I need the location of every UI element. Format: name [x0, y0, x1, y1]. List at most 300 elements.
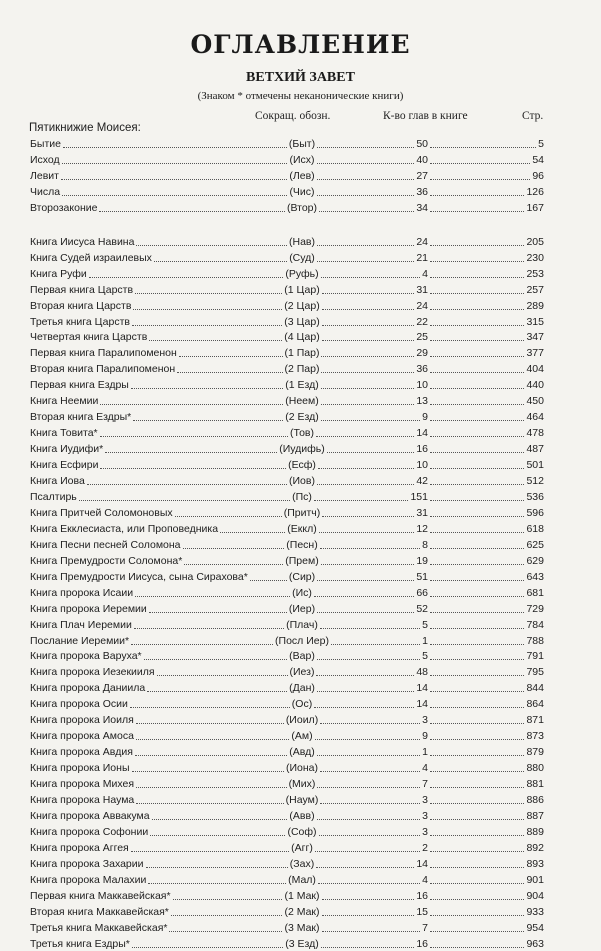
dot-leader [430, 420, 524, 421]
toc-row [0, 905, 601, 919]
toc-row [0, 490, 601, 504]
dot-leader [183, 548, 284, 549]
chapter-count: 16 [416, 889, 428, 902]
dot-leader [430, 787, 524, 788]
dot-leader [319, 211, 414, 212]
book-title: Книга пророка Аввакума [30, 809, 150, 822]
dot-leader [322, 293, 415, 294]
book-title: Второзаконие [30, 201, 98, 214]
toc-row [0, 458, 601, 472]
chapter-count: 9 [422, 730, 428, 743]
page-number: 904 [526, 889, 544, 902]
page-number: 892 [526, 841, 544, 854]
dot-leader [430, 372, 524, 373]
toc-row [0, 586, 601, 600]
book-title: Книга пророка Даниила [30, 682, 146, 695]
dot-leader [430, 675, 524, 676]
page-number: 315 [526, 315, 544, 328]
book-title: Книга пророка Варуха* [30, 650, 142, 663]
dot-leader [99, 211, 285, 212]
chapter-count: 3 [422, 714, 428, 727]
dot-leader [132, 325, 282, 326]
page-number: 618 [526, 522, 544, 535]
book-title: Бытие [30, 138, 61, 150]
dot-leader [430, 867, 524, 868]
dot-leader [322, 325, 415, 326]
dot-leader [135, 293, 282, 294]
chapter-count: 1 [422, 634, 428, 647]
dot-leader [317, 755, 420, 756]
toc-row [0, 873, 601, 887]
book-title: Левит [30, 169, 59, 182]
chapter-count: 21 [416, 251, 428, 264]
chapter-count: 31 [416, 283, 428, 296]
chapter-count: 7 [422, 778, 428, 791]
dot-leader [318, 468, 414, 469]
page-number: 54 [532, 153, 544, 166]
book-title: Книга пророка Авдия [30, 746, 133, 759]
chapter-count: 7 [422, 921, 428, 934]
dot-leader [322, 931, 421, 932]
dot-leader [322, 340, 415, 341]
toc-row [0, 713, 601, 727]
book-abbr: (Песн) [286, 538, 318, 551]
page-number: 788 [526, 634, 544, 647]
book-abbr: (Ам) [291, 730, 313, 743]
dot-leader [184, 564, 283, 565]
dot-leader [430, 163, 530, 164]
dot-leader [317, 691, 414, 692]
toc-row [0, 201, 601, 215]
book-abbr: (Неем) [285, 395, 319, 408]
book-title: Книга пророка Софонии [30, 825, 149, 838]
book-abbr: (Суд) [289, 251, 315, 264]
book-abbr: (Нав) [289, 235, 315, 248]
dot-leader [430, 548, 524, 549]
dot-leader [157, 675, 288, 676]
page-number: 844 [526, 682, 544, 695]
chapter-count: 22 [416, 315, 428, 328]
chapter-count: 9 [422, 411, 428, 424]
dot-leader [152, 819, 287, 820]
chapter-count: 3 [422, 794, 428, 806]
page-number: 933 [526, 905, 544, 918]
page-number: 230 [526, 251, 544, 264]
book-abbr: (Посл Иер) [275, 634, 329, 647]
toc-row [0, 394, 601, 408]
book-title: Первая книга Царств [30, 283, 134, 296]
book-abbr: (3 Цар) [284, 315, 320, 328]
toc-row [0, 378, 601, 392]
book-title: Книга Притчей Соломоновых [30, 506, 173, 519]
page-title: ОГЛАВЛЕНИЕ [190, 30, 411, 59]
book-title: Книга Премудрости Иисуса, сына Сирахова* [30, 570, 248, 583]
toc-row [0, 299, 601, 313]
dot-leader [430, 325, 524, 326]
dot-leader [317, 179, 415, 180]
book-abbr: (Мих) [288, 778, 316, 791]
book-abbr: (Соф) [287, 825, 317, 838]
book-abbr: (Дан) [289, 682, 315, 695]
book-abbr: (Быт) [288, 138, 316, 150]
dot-leader [430, 564, 524, 565]
dot-leader [315, 739, 421, 740]
book-title: Вторая книга Паралипоменон [30, 363, 176, 376]
chapter-count: 48 [416, 666, 428, 679]
section-subtitle: ВЕТХИЙ ЗАВЕТ [246, 70, 355, 85]
book-abbr: (2 Мак) [284, 905, 320, 918]
toc-row [0, 761, 601, 775]
toc-row [0, 442, 601, 456]
dot-leader [430, 947, 524, 948]
book-title: Книга пророка Иеремии [30, 602, 147, 615]
chapter-count: 27 [416, 169, 428, 182]
chapter-count: 4 [422, 873, 428, 886]
book-title: Книга Иова [30, 475, 85, 487]
dot-leader [79, 500, 290, 501]
dot-leader [177, 372, 283, 373]
dot-leader [322, 309, 415, 310]
page-number: 289 [526, 299, 544, 312]
book-title: Четвертая книга Царств [30, 331, 148, 344]
dot-leader [321, 372, 414, 373]
book-abbr: (Чис) [289, 185, 315, 198]
book-title: Книга пророка Аггея [30, 841, 129, 854]
chapter-count: 5 [422, 618, 428, 631]
page-number: 893 [526, 857, 544, 870]
book-title: Послание Иеремии* [30, 634, 130, 647]
page-number: 440 [526, 379, 544, 392]
page-number: 784 [526, 618, 544, 631]
book-abbr: (Пс) [292, 490, 312, 503]
page-number: 478 [526, 427, 544, 440]
book-abbr: (Прем) [285, 554, 319, 567]
dot-leader [147, 691, 287, 692]
dot-leader [430, 452, 524, 453]
book-abbr: (Руфь) [285, 267, 319, 280]
dot-leader [321, 356, 414, 357]
book-title: Книга Песни песней Соломона [30, 538, 181, 551]
dot-leader [320, 723, 420, 724]
chapter-count: 19 [416, 554, 428, 567]
dot-leader [314, 500, 409, 501]
chapter-count: 4 [422, 267, 428, 280]
dot-leader [430, 436, 524, 437]
dot-leader [135, 596, 290, 597]
dot-leader [317, 261, 415, 262]
book-title: Книга пророка Исаии [30, 586, 134, 599]
book-title: Третья книга Маккавейская* [30, 921, 168, 934]
column-header-page: Стр. [522, 110, 544, 122]
book-title: Первая книга Паралипоменон [30, 347, 177, 360]
book-abbr: (Агг) [291, 841, 313, 854]
dot-leader [62, 163, 287, 164]
dot-leader [61, 179, 287, 180]
section-label: Пятикнижие Моисея: [29, 122, 141, 134]
dot-leader [317, 163, 415, 164]
dot-leader [430, 596, 524, 597]
book-abbr: (Зах) [289, 857, 315, 870]
dot-leader [317, 245, 414, 246]
toc-row [0, 809, 601, 823]
dot-leader [430, 516, 524, 517]
book-title: Первая книга Маккавейская* [30, 889, 171, 902]
dot-leader [89, 277, 283, 278]
book-abbr: (Сир) [288, 570, 316, 583]
toc-row [0, 729, 601, 743]
book-abbr: (Тов) [289, 427, 314, 440]
dot-leader [314, 707, 414, 708]
toc-row [0, 857, 601, 871]
book-title: Исход [30, 153, 60, 166]
toc-row [0, 570, 601, 584]
dot-leader [173, 899, 282, 900]
book-abbr: (2 Цар) [284, 299, 320, 312]
dot-leader [430, 915, 524, 916]
dot-leader [148, 883, 286, 884]
dot-leader [327, 452, 415, 453]
dot-leader [132, 947, 283, 948]
page-number: 450 [526, 395, 544, 408]
page-number: 257 [526, 283, 544, 296]
book-title: Третья книга Царств [30, 315, 130, 328]
toc-row [0, 825, 601, 839]
book-abbr: (Втор) [286, 201, 318, 214]
dot-leader [430, 691, 524, 692]
dot-leader [175, 516, 282, 517]
chapter-count: 51 [416, 570, 428, 583]
dot-leader [430, 309, 524, 310]
page-number: 871 [526, 714, 544, 727]
column-header-abbr: Сокращ. обозн. [255, 110, 331, 122]
dot-leader [150, 835, 285, 836]
book-title: Книга пророка Михея [30, 778, 135, 791]
dot-leader [321, 404, 415, 405]
book-abbr: (4 Цар) [284, 331, 320, 344]
page-number: 536 [526, 490, 544, 503]
book-title: Книга пророка Ионы [30, 762, 130, 775]
toc-row [0, 346, 601, 360]
page-number: 681 [526, 586, 544, 599]
toc-row [0, 267, 601, 281]
page-number: 205 [526, 235, 544, 248]
chapter-count: 40 [416, 153, 428, 166]
toc-row [0, 665, 601, 679]
book-title: Книга Премудрости Соломона* [30, 554, 183, 567]
toc-row [0, 522, 601, 536]
dot-leader [131, 644, 273, 645]
dot-leader [319, 532, 415, 533]
page-number: 501 [526, 459, 544, 472]
book-abbr: (Исх) [289, 153, 315, 166]
book-title: Книга Товита* [30, 427, 98, 440]
dot-leader [430, 293, 524, 294]
page-number: 625 [526, 538, 544, 551]
chapter-count: 4 [422, 762, 428, 775]
toc-row [0, 649, 601, 663]
book-title: Книга Плач Иеремии [30, 618, 132, 631]
dot-leader [430, 484, 524, 485]
book-abbr: (Вар) [289, 650, 315, 663]
dot-leader [317, 612, 414, 613]
dot-leader [430, 468, 524, 469]
chapter-count: 14 [416, 427, 428, 440]
dot-leader [430, 211, 524, 212]
dot-leader [322, 516, 414, 517]
dot-leader [149, 340, 282, 341]
page-number: 889 [526, 825, 544, 838]
page-number: 791 [526, 650, 544, 663]
toc-row [0, 634, 601, 648]
book-abbr: (Ис) [292, 586, 312, 599]
page-number: 167 [526, 201, 544, 214]
dot-leader [130, 707, 290, 708]
dot-leader [318, 883, 420, 884]
dot-leader [320, 628, 420, 629]
book-abbr: (3 Езд) [285, 937, 319, 950]
chapter-count: 14 [416, 698, 428, 711]
book-title: Книга пророка Иоиля [30, 714, 134, 727]
dot-leader [136, 787, 287, 788]
dot-leader [133, 420, 283, 421]
dot-leader [144, 659, 287, 660]
dot-leader [321, 420, 420, 421]
toc-row [0, 315, 601, 329]
book-abbr: (Наум) [285, 794, 319, 806]
dot-leader [322, 899, 415, 900]
book-abbr: (1 Пар) [284, 347, 320, 360]
book-title: Вторая книга Царств [30, 299, 132, 312]
page-number: 5 [538, 138, 544, 150]
book-title: Книга пророка Осии [30, 698, 128, 711]
column-header-chapters: К-во глав в книге [383, 110, 468, 122]
dot-leader [322, 915, 415, 916]
chapter-count: 14 [416, 857, 428, 870]
dot-leader [131, 388, 283, 389]
book-title: Псалтирь [30, 490, 77, 503]
dot-leader [100, 436, 288, 437]
page-number: 886 [526, 794, 544, 806]
dot-leader [430, 707, 524, 708]
toc-row [0, 777, 601, 791]
book-abbr: (1 Цар) [284, 283, 320, 296]
canonical-note: (Знаком * отмечены неканонические книги) [197, 90, 404, 102]
chapter-count: 34 [416, 201, 428, 214]
book-title: Книга Судей израилевых [30, 251, 152, 264]
chapter-count: 8 [422, 538, 428, 551]
dot-leader [63, 147, 287, 148]
chapter-count: 15 [416, 905, 428, 918]
toc-row [0, 921, 601, 935]
page-number: 887 [526, 809, 544, 822]
page-number: 253 [526, 267, 544, 280]
page-number: 404 [526, 363, 544, 376]
book-abbr: (Лев) [289, 169, 315, 182]
dot-leader [316, 675, 414, 676]
page-number: 126 [526, 185, 544, 198]
dot-leader [171, 915, 282, 916]
dot-leader [331, 644, 420, 645]
dot-leader [320, 548, 420, 549]
toc-row [0, 330, 601, 344]
toc-row [0, 235, 601, 249]
page-number: 464 [526, 411, 544, 424]
book-abbr: (Притч) [283, 506, 321, 519]
dot-leader [317, 580, 414, 581]
page-number: 487 [526, 443, 544, 456]
dot-leader [430, 771, 524, 772]
book-abbr: (2 Пар) [284, 363, 320, 376]
chapter-count: 24 [416, 299, 428, 312]
page-number: 864 [526, 698, 544, 711]
dot-leader [179, 356, 283, 357]
page-number: 795 [526, 666, 544, 679]
book-title: Третья книга Ездры* [30, 937, 130, 950]
dot-leader [321, 564, 415, 565]
dot-leader [430, 931, 524, 932]
chapter-count: 1 [422, 746, 428, 759]
dot-leader [430, 195, 524, 196]
toc-row [0, 474, 601, 488]
dot-leader [62, 195, 287, 196]
chapter-count: 151 [410, 490, 428, 503]
book-title: Книга пророка Амоса [30, 730, 134, 743]
dot-leader [430, 356, 524, 357]
chapter-count: 10 [416, 379, 428, 392]
book-abbr: (Мал) [288, 873, 316, 886]
chapter-count: 14 [416, 682, 428, 695]
book-abbr: (Еккл) [287, 522, 317, 535]
dot-leader [430, 261, 524, 262]
toc-row [0, 506, 601, 520]
book-abbr: (Плач) [286, 618, 318, 631]
book-abbr: (3 Мак) [284, 921, 320, 934]
book-title: Книга пророка Захарии [30, 857, 144, 870]
dot-leader [430, 755, 524, 756]
toc-row [0, 153, 601, 167]
dot-leader [430, 739, 524, 740]
dot-leader [316, 436, 414, 437]
toc-row [0, 889, 601, 903]
book-title: Числа [30, 185, 61, 198]
dot-leader [430, 899, 524, 900]
book-title: Книга Екклесиаста, или Проповедника [30, 522, 219, 535]
page-number: 643 [526, 570, 544, 583]
chapter-count: 50 [416, 138, 428, 150]
page-number: 596 [526, 506, 544, 519]
toc-row [0, 283, 601, 297]
chapter-count: 25 [416, 331, 428, 344]
dot-leader [430, 659, 524, 660]
chapter-count: 16 [416, 937, 428, 950]
book-abbr: (Есф) [288, 459, 316, 472]
chapter-count: 29 [416, 347, 428, 360]
dot-leader [100, 404, 283, 405]
toc-row [0, 426, 601, 440]
dot-leader [317, 659, 420, 660]
dot-leader [135, 755, 287, 756]
dot-leader [430, 803, 524, 804]
dot-leader [136, 245, 287, 246]
page-number: 880 [526, 762, 544, 775]
toc-row [0, 251, 601, 265]
dot-leader [169, 931, 282, 932]
book-abbr: (2 Езд) [285, 411, 319, 424]
chapter-count: 13 [416, 395, 428, 408]
dot-leader [319, 835, 421, 836]
toc-row [0, 841, 601, 855]
toc-row [0, 137, 601, 151]
